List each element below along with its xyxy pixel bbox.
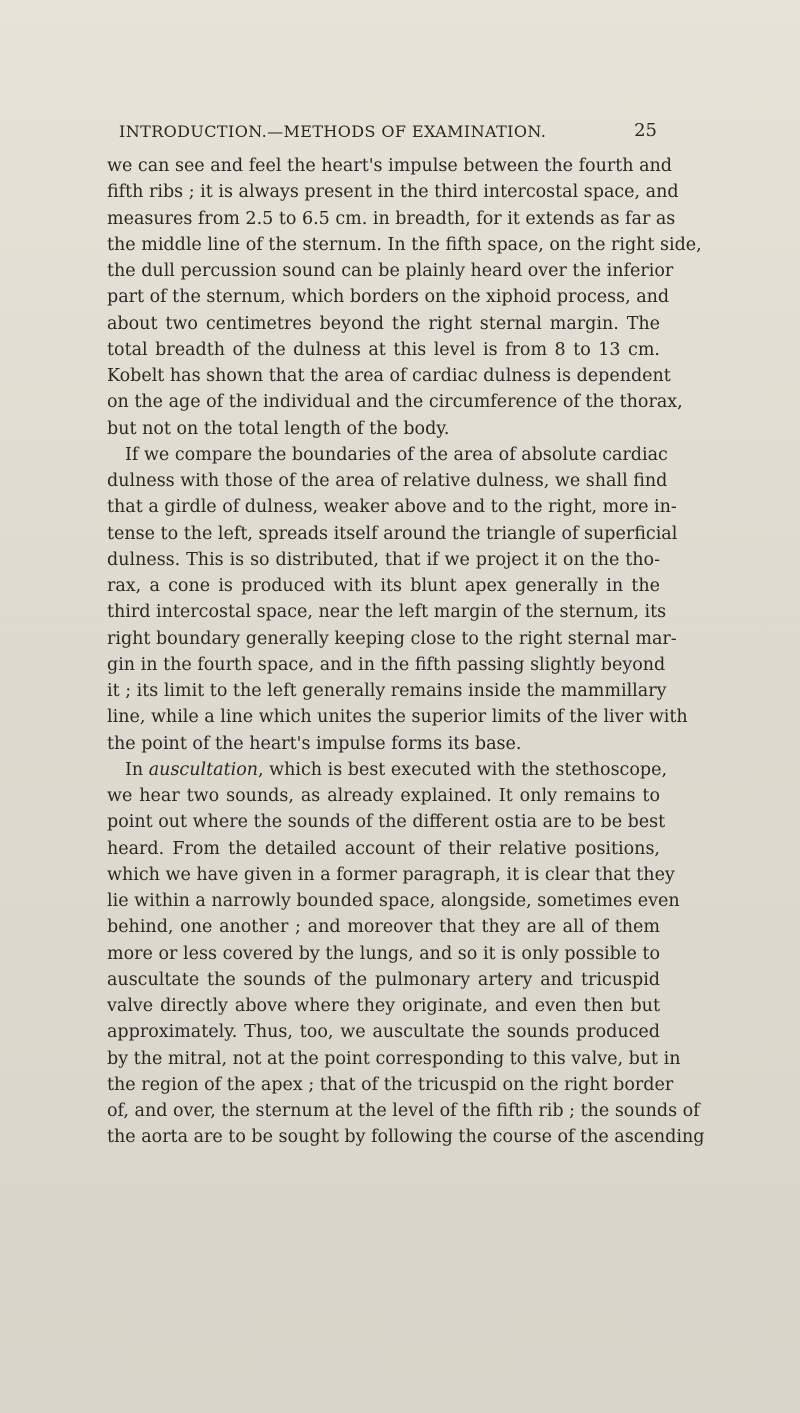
text-line: which we have given in a former paragraph, it is clear that they: [107, 864, 675, 885]
text-line: it ; its limit to the left generally remains inside the mammillary: [107, 681, 667, 701]
text-line: part of the sternum, which borders on the xiphoid process, and: [107, 287, 670, 308]
text-line: lie within a narrowly bounded space, alongside, sometimes even: [107, 891, 680, 911]
page-header: [119, 122, 657, 146]
text-line: right boundary generally keeping close to the right sternal mar-: [107, 628, 677, 649]
text-line: the aorta are to be sought by following the course of the ascending: [107, 1127, 705, 1148]
text-line: approximately. Thus, too, we auscultate the sounds produced: [107, 1022, 660, 1043]
text-line: we hear two sounds, as already explained. It only remains to: [107, 786, 660, 806]
text-line: by the mitral, not at the point corresponding to this valve, but in: [107, 1048, 681, 1069]
text-line: valve directly above where they originate, and even then but: [107, 996, 660, 1016]
text-line: behind, one another ; and moreover that they are all of them: [107, 917, 660, 938]
line-lead-text: In: [125, 759, 149, 780]
text-line: auscultate the sounds of the pulmonary artery and tricuspid: [107, 969, 660, 990]
text-line: dulness. This is so distributed, that if we project it on the tho-: [107, 549, 660, 570]
text-line: we can see and feel the heart's impulse between the fourth and: [107, 156, 672, 176]
text-line: the middle line of the sternum. In the fifth space, on the right side,: [107, 234, 702, 255]
text-line: of, and over, the sternum at the level of the fifth rib ; the sounds of: [107, 1101, 700, 1121]
text-line: Kobelt has shown that the area of cardiac dulness is dependent: [107, 366, 671, 386]
text-line: on the age of the individual and the circumference of the thorax,: [107, 392, 683, 413]
page-number: 25: [634, 120, 657, 141]
text-line: the dull percussion sound can be plainly heard over the inferior: [107, 261, 674, 281]
body-text: [107, 153, 705, 1151]
text-line: gin in the fourth space, and in the fifth passing slightly beyond: [107, 654, 666, 675]
text-line: total breadth of the dulness at this level is from 8 to 13 cm.: [107, 339, 660, 360]
text-line: about two centimetres beyond the right sternal margin. The: [107, 313, 660, 334]
text-line: point out where the sounds of the different ostia are to be best: [107, 812, 666, 833]
text-line: rax, a cone is produced with its blunt apex generally in the: [107, 576, 660, 596]
text-line: tense to the left, spreads itself around the triangle of superficial: [107, 523, 678, 544]
text-line: third intercostal space, near the left margin of the sternum, its: [107, 602, 667, 623]
text-line: the region of the apex ; that of the tricuspid on the right border: [107, 1074, 674, 1095]
text-line: measures from 2.5 to 6.5 cm. in breadth, for it extends as far as: [107, 208, 676, 229]
emphasized-term: auscultation: [148, 759, 259, 780]
text-line: that a girdle of dulness, weaker above and to the right, more in-: [107, 497, 677, 518]
paragraph-start-line: If we compare the boundaries of the area of absolute cardiac: [125, 444, 668, 465]
paragraph-end-line: the point of the heart's impulse forms its base.: [107, 733, 522, 754]
paragraph-start-line: [107, 757, 668, 783]
text-line: more or less covered by the lungs, and so it is only possible to: [107, 943, 660, 964]
running-head: INTRODUCTION.—METHODS OF EXAMINATION.: [119, 122, 547, 141]
paragraph-end-line: but not on the total length of the body.: [107, 418, 450, 439]
text-line: line, while a line which unites the superior limits of the liver with: [107, 707, 688, 728]
line-trail-text: , which is best executed with the stethoscope,: [258, 759, 668, 780]
text-line: fifth ribs ; it is always present in the third intercostal space, and: [107, 182, 679, 203]
text-line: heard. From the detailed account of their relative positions,: [107, 838, 660, 859]
text-line: dulness with those of the area of relative dulness, we shall find: [107, 471, 668, 491]
